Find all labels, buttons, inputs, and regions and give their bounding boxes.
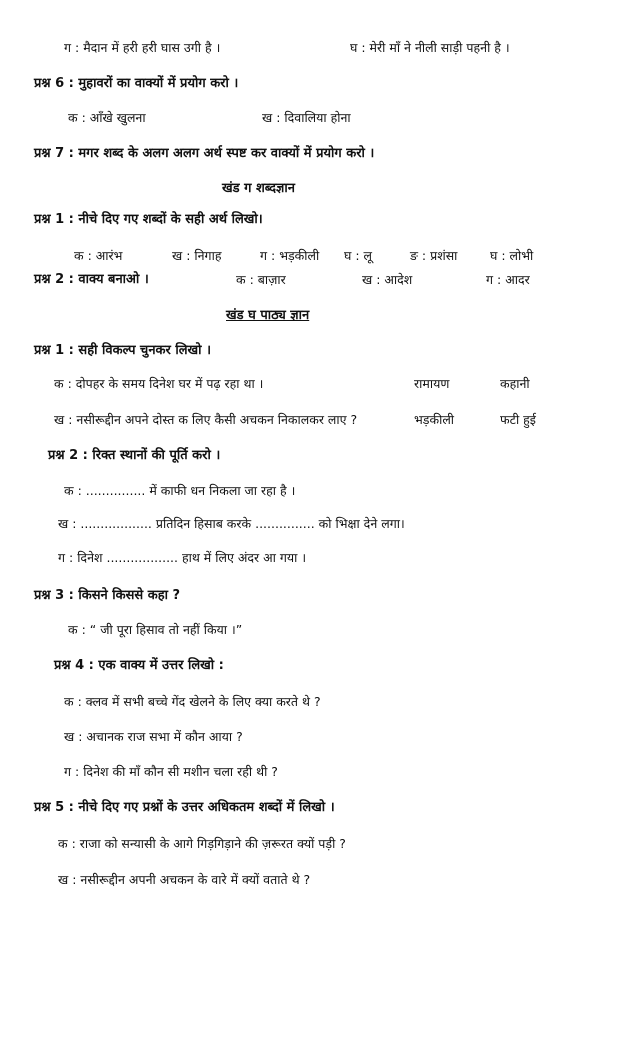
q1-item-a-option-1: रामायण — [414, 376, 450, 391]
q2-item-a: क : ............... में काफी धन निकला जा रहा है । — [64, 483, 296, 498]
q1-item-b-option-2: फटी हुई — [500, 412, 536, 427]
word-item: ग : भड़कीली — [260, 248, 320, 263]
q1-item-a: क : दोपहर के समय दिनेश घर में पढ़ रहा था । — [54, 376, 264, 391]
section-gh-question-1-title: प्रश्न 1 : सही विकल्प चुनकर लिखो । — [34, 343, 211, 358]
section-gh-question-2-title: प्रश्न 2 : रिक्त स्थानों की पूर्ति करो । — [48, 448, 221, 463]
word-item: घ : लोभी — [490, 248, 534, 263]
word-item: क : बाज़ार — [236, 272, 286, 287]
q2-item-c: ग : दिनेश .................. हाथ में लिए अंदर आ गया । — [58, 550, 307, 565]
q4-item-a: क : क्लव में सभी बच्चे गेंद खेलने के लिए क्या करते थे ? — [64, 694, 321, 709]
q2-item-b: ख : .................. प्रतिदिन हिसाब करके ............... को भिक्षा देने लगा। — [58, 516, 405, 531]
q6-item-b: ख : दिवालिया होना — [262, 110, 351, 125]
section-gh-question-3-title: प्रश्न 3 : किसने किससे कहा ? — [34, 588, 181, 603]
section-gh-question-4-title: प्रश्न 4 : एक वाक्य में उत्तर लिखो : — [54, 658, 224, 673]
word-item: ङ : प्रशंसा — [410, 248, 458, 263]
q6-item-a: क : आँखे खुलना — [68, 110, 146, 125]
section-gh-question-5-title: प्रश्न 5 : नीचे दिए गए प्रश्नों के उत्तर अधिकतम शब्दों में लिखो । — [34, 800, 335, 815]
word-item: ग : आदर — [486, 272, 530, 287]
q1-item-b: ख : नसीरूद्दीन अपने दोस्त क लिए कैसी अचकन निकालकर लाए ? — [54, 412, 358, 427]
q5-item-b: ख : नसीरूद्दीन अपनी अचकन के वारे में क्यों वताते थे ? — [58, 872, 311, 887]
section-g-question-1-title: प्रश्न 1 : नीचे दिए गए शब्दों के सही अर्थ लिखो। — [34, 212, 263, 227]
word-item: ख : आदेश — [362, 272, 413, 287]
q4-item-b: ख : अचानक राज सभा में कौन आया ? — [64, 729, 243, 744]
q1-item-a-option-2: कहानी — [500, 376, 530, 391]
question-7-title: प्रश्न 7 : मगर शब्द के अलग अलग अर्थ स्पष्ट कर वाक्यों में प्रयोग करो । — [34, 146, 375, 161]
question-6-title: प्रश्न 6 : मुहावरों का वाक्यों में प्रयोग करो । — [34, 76, 239, 91]
section-heading-g: खंड ग शब्दज्ञान — [222, 181, 295, 196]
section-g-question-2-title: प्रश्न 2 : वाक्य बनाओ । — [34, 272, 149, 287]
q3-item-a: क : “ जी पूरा हिसाव तो नहीं किया ।” — [68, 622, 243, 637]
word-item: घ : लू — [344, 248, 373, 263]
q1-item-b-option-1: भड़कीली — [414, 412, 455, 427]
word-item: ख : निगाह — [172, 248, 222, 263]
q4-item-c: ग : दिनेश की माँ कौन सी मशीन चला रही थी ? — [64, 764, 278, 779]
q5-item-a: क : राजा को सन्यासी के आगे गिड़गिड़ाने की ज़रूरत क्यों पड़ी ? — [58, 836, 346, 851]
sentence-ga: ग : मैदान में हरी हरी घास उगी है । — [64, 40, 221, 55]
word-item: क : आरंभ — [74, 248, 123, 263]
sentence-gha: घ : मेरी माँ ने नीली साड़ी पहनी है । — [350, 40, 510, 55]
section-heading-gh: खंड घ पाठ्य ज्ञान — [226, 308, 310, 323]
